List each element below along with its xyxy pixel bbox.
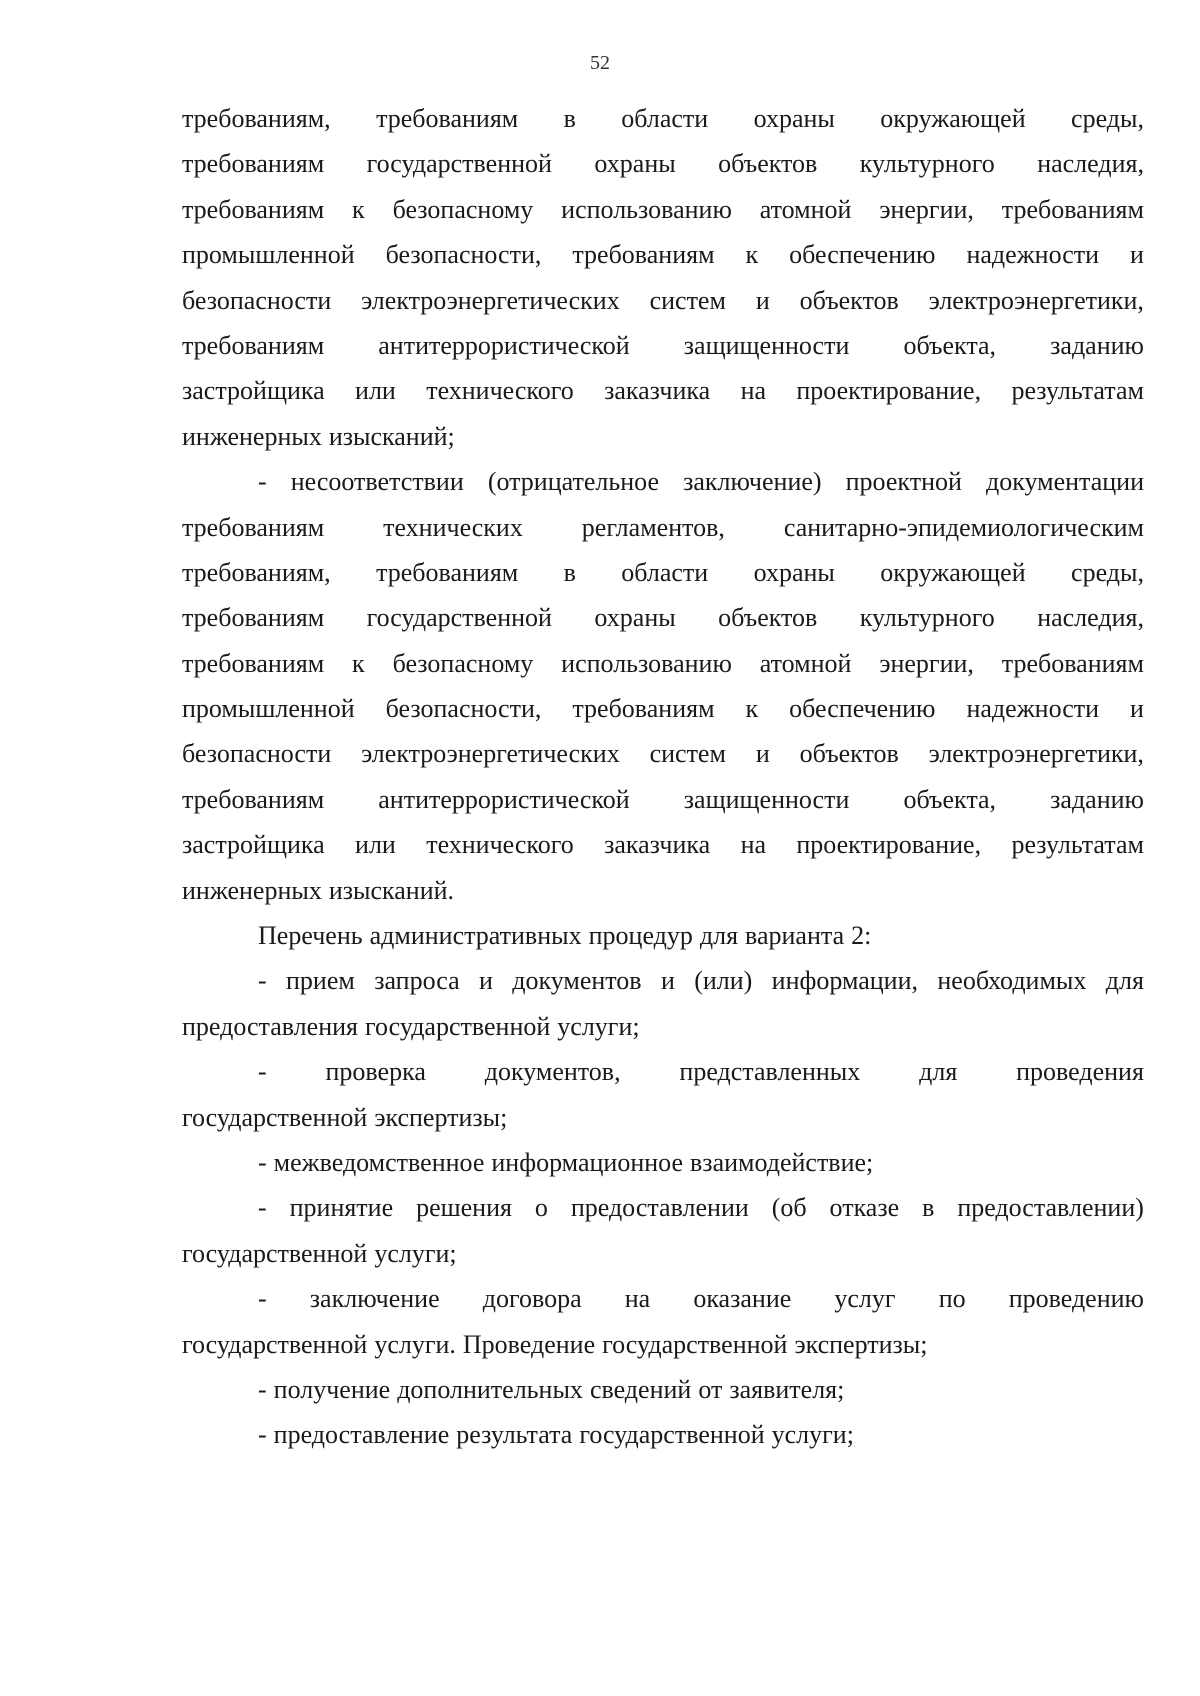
word: технического — [426, 376, 574, 406]
word: электроэнергетических — [361, 739, 620, 769]
word: Перечень — [258, 921, 363, 951]
word: на — [740, 830, 767, 860]
text-line — [182, 1009, 1144, 1054]
word: - — [258, 1420, 267, 1450]
word: государственной — [182, 1238, 368, 1268]
word: требованиям — [182, 648, 325, 678]
text-line — [182, 1372, 1144, 1417]
text-line — [182, 328, 1144, 373]
word: окружающей — [880, 104, 1026, 133]
word: оказание — [693, 1284, 792, 1314]
word: услуги; — [374, 1238, 457, 1268]
text-line — [182, 283, 1144, 328]
word: - — [258, 1057, 267, 1087]
word: услуги; — [771, 1420, 854, 1450]
word: проведению — [1008, 1284, 1144, 1314]
text-line — [182, 464, 1144, 509]
word: энергии, — [879, 648, 974, 678]
text-line — [182, 918, 1144, 963]
word: безопасности — [182, 285, 332, 315]
word: культурного — [859, 603, 995, 633]
word: - — [258, 1147, 267, 1177]
word: - — [258, 1374, 267, 1404]
word: к — [352, 194, 365, 224]
text-line — [182, 419, 1144, 464]
word: промышленной — [182, 240, 355, 270]
word: застройщика — [182, 830, 325, 860]
word: экспертизы; — [374, 1102, 508, 1132]
word: требованиям — [182, 149, 325, 179]
text-line — [182, 736, 1144, 781]
word: к — [745, 694, 759, 724]
word: заданию — [1050, 330, 1144, 360]
text-line — [182, 555, 1144, 600]
word: электроэнергетических — [361, 285, 620, 315]
word: охраны — [753, 104, 835, 133]
word: среды, — [1071, 557, 1144, 587]
word: Проведение — [462, 1329, 596, 1359]
word: (об — [771, 1193, 807, 1223]
word: застройщика — [182, 376, 325, 406]
text-line — [182, 510, 1144, 555]
word: для — [699, 921, 739, 951]
word: государственной — [364, 1011, 551, 1041]
word: от — [698, 1374, 723, 1404]
word: проектирование, — [796, 830, 982, 860]
word: безопасному — [392, 194, 534, 224]
page-number: 52 — [590, 52, 610, 74]
word: (или) — [694, 966, 753, 996]
word: результатам — [1011, 830, 1144, 860]
text-line — [182, 1327, 1144, 1372]
word: требованиям — [182, 603, 325, 633]
word: области — [621, 557, 709, 587]
text-line — [182, 646, 1144, 691]
word: предоставления — [182, 1011, 358, 1041]
word: несоответствии — [290, 467, 464, 497]
word: атомной — [759, 194, 852, 224]
word: предоставление — [273, 1420, 450, 1450]
word: на — [624, 1284, 651, 1314]
text-line — [182, 1145, 1144, 1190]
word: заключение — [309, 1284, 440, 1314]
word: требованиям — [376, 557, 519, 587]
word: электроэнергетики, — [928, 285, 1144, 315]
word: требованиям — [1001, 194, 1144, 224]
word: объекта, — [903, 330, 997, 360]
word: энергии, — [879, 194, 974, 224]
word: проектирование, — [796, 376, 982, 406]
word: 2: — [851, 921, 872, 951]
word: документации — [985, 467, 1144, 497]
text-line — [182, 146, 1144, 191]
word: регламентов, — [581, 512, 725, 542]
word: к — [352, 648, 365, 678]
word: требованиям, — [182, 104, 331, 133]
word: запроса — [374, 966, 460, 996]
word: услуг — [834, 1284, 896, 1314]
word: для — [919, 1057, 958, 1087]
word: информации, — [771, 966, 919, 996]
word: требованиям — [376, 104, 519, 133]
word: и — [478, 966, 493, 996]
document-body — [182, 101, 1144, 1463]
word: безопасности, — [385, 694, 542, 724]
word: государственной — [602, 1329, 788, 1359]
word: промышленной — [182, 694, 355, 724]
word: процедур — [588, 921, 693, 951]
word: требованиям — [572, 240, 715, 270]
word: надежности — [966, 240, 1100, 270]
word: принятие — [289, 1193, 394, 1223]
word: объектов — [799, 285, 899, 315]
word: в — [922, 1193, 935, 1223]
word: технических — [383, 512, 523, 542]
word: предоставлении) — [957, 1193, 1144, 1223]
text-line — [182, 1417, 1144, 1462]
word: и — [1130, 694, 1144, 724]
word: варианта — [745, 921, 845, 951]
word: проектной — [845, 467, 962, 497]
word: заданию — [1050, 784, 1144, 814]
word: инженерных — [182, 875, 322, 905]
word: окружающей — [880, 557, 1026, 587]
word: проверка — [325, 1057, 426, 1087]
word: документов — [512, 966, 642, 996]
word: - — [258, 1284, 267, 1314]
word: прием — [286, 966, 355, 996]
word: требованиям, — [182, 557, 331, 587]
word: (отрицательное — [487, 467, 660, 497]
word: защищенности — [683, 330, 850, 360]
word: взаимодействие; — [690, 1147, 874, 1177]
text-line — [182, 1054, 1144, 1099]
word: безопасному — [392, 648, 534, 678]
word: объектов — [799, 739, 899, 769]
text-line — [182, 873, 1144, 918]
word: предоставлении — [570, 1193, 749, 1223]
word: заказчика — [604, 376, 711, 406]
word: объектов — [718, 149, 818, 179]
word: информационное — [491, 1147, 684, 1177]
word: государственной — [579, 1420, 765, 1450]
word: использованию — [561, 648, 732, 678]
word: требованиям — [182, 330, 325, 360]
word: области — [621, 104, 709, 133]
word: обеспечению — [789, 694, 936, 724]
word: дополнительных — [397, 1374, 583, 1404]
word: услуги. — [374, 1329, 456, 1359]
word: или — [355, 830, 396, 860]
text-line — [182, 1281, 1144, 1326]
word: антитеррористической — [378, 330, 630, 360]
text-line — [182, 827, 1144, 872]
word: изысканий; — [328, 421, 455, 451]
word: защищенности — [683, 784, 850, 814]
word: и — [660, 966, 675, 996]
word: решения — [416, 1193, 512, 1223]
word: административных — [369, 921, 582, 951]
word: необходимых — [937, 966, 1087, 996]
word: и — [755, 285, 770, 315]
word: технического — [426, 830, 574, 860]
word: инженерных — [182, 421, 322, 451]
word: на — [740, 376, 767, 406]
text-line — [182, 101, 1144, 146]
word: безопасности — [182, 739, 332, 769]
word: объектов — [718, 603, 818, 633]
word: получение — [273, 1374, 391, 1404]
word: изысканий. — [328, 875, 455, 905]
word: охраны — [594, 603, 676, 633]
text-line — [182, 1190, 1144, 1235]
word: объекта, — [903, 784, 997, 814]
text-line — [182, 600, 1144, 645]
word: государственной — [366, 149, 552, 179]
word: надежности — [966, 694, 1100, 724]
word: безопасности, — [385, 240, 542, 270]
word: - — [258, 1193, 267, 1223]
word: заключение) — [683, 467, 822, 497]
word: или — [355, 376, 396, 406]
word: атомной — [759, 648, 852, 678]
word: антитеррористической — [378, 784, 630, 814]
word: требованиям — [182, 784, 325, 814]
word: по — [938, 1284, 966, 1314]
word: заявителя; — [729, 1374, 845, 1404]
word: санитарно-эпидемиологическим — [783, 512, 1144, 542]
word: в — [563, 557, 576, 587]
text-line — [182, 1100, 1144, 1145]
word: государственной — [182, 1102, 368, 1132]
word: требованиям — [572, 694, 715, 724]
word: требованиям — [1001, 648, 1144, 678]
word: обеспечению — [789, 240, 936, 270]
word: государственной — [182, 1329, 368, 1359]
word: к — [745, 240, 759, 270]
text-line — [182, 691, 1144, 736]
word: охраны — [753, 557, 835, 587]
word: - — [258, 966, 267, 996]
word: сведений — [589, 1374, 692, 1404]
word: среды, — [1071, 104, 1144, 133]
word: требованиям — [182, 512, 325, 542]
text-line — [182, 237, 1144, 282]
word: результатам — [1011, 376, 1144, 406]
word: наследия, — [1037, 603, 1144, 633]
word: экспертизы; — [794, 1329, 928, 1359]
word: использованию — [561, 194, 732, 224]
word: культурного — [859, 149, 995, 179]
word: заказчика — [604, 830, 711, 860]
word: и — [1130, 240, 1144, 270]
word: систем — [649, 285, 726, 315]
word: о — [534, 1193, 548, 1223]
word: в — [563, 104, 576, 133]
word: представленных — [679, 1057, 861, 1087]
word: результата — [456, 1420, 573, 1450]
word: государственной — [366, 603, 552, 633]
word: наследия, — [1037, 149, 1144, 179]
text-line — [182, 373, 1144, 418]
text-line — [182, 192, 1144, 237]
word: охраны — [594, 149, 676, 179]
word: документов, — [484, 1057, 621, 1087]
word: услуги; — [557, 1011, 640, 1041]
word: и — [755, 739, 770, 769]
word: требованиям — [182, 194, 325, 224]
word: для — [1105, 966, 1144, 996]
word: отказе — [829, 1193, 900, 1223]
word: систем — [649, 739, 726, 769]
word: договора — [482, 1284, 582, 1314]
text-line — [182, 963, 1144, 1008]
text-line — [182, 782, 1144, 827]
word: межведомственное — [273, 1147, 485, 1177]
word: - — [258, 467, 267, 497]
text-line — [182, 1236, 1144, 1281]
word: электроэнергетики, — [928, 739, 1144, 769]
word: проведения — [1016, 1057, 1144, 1087]
